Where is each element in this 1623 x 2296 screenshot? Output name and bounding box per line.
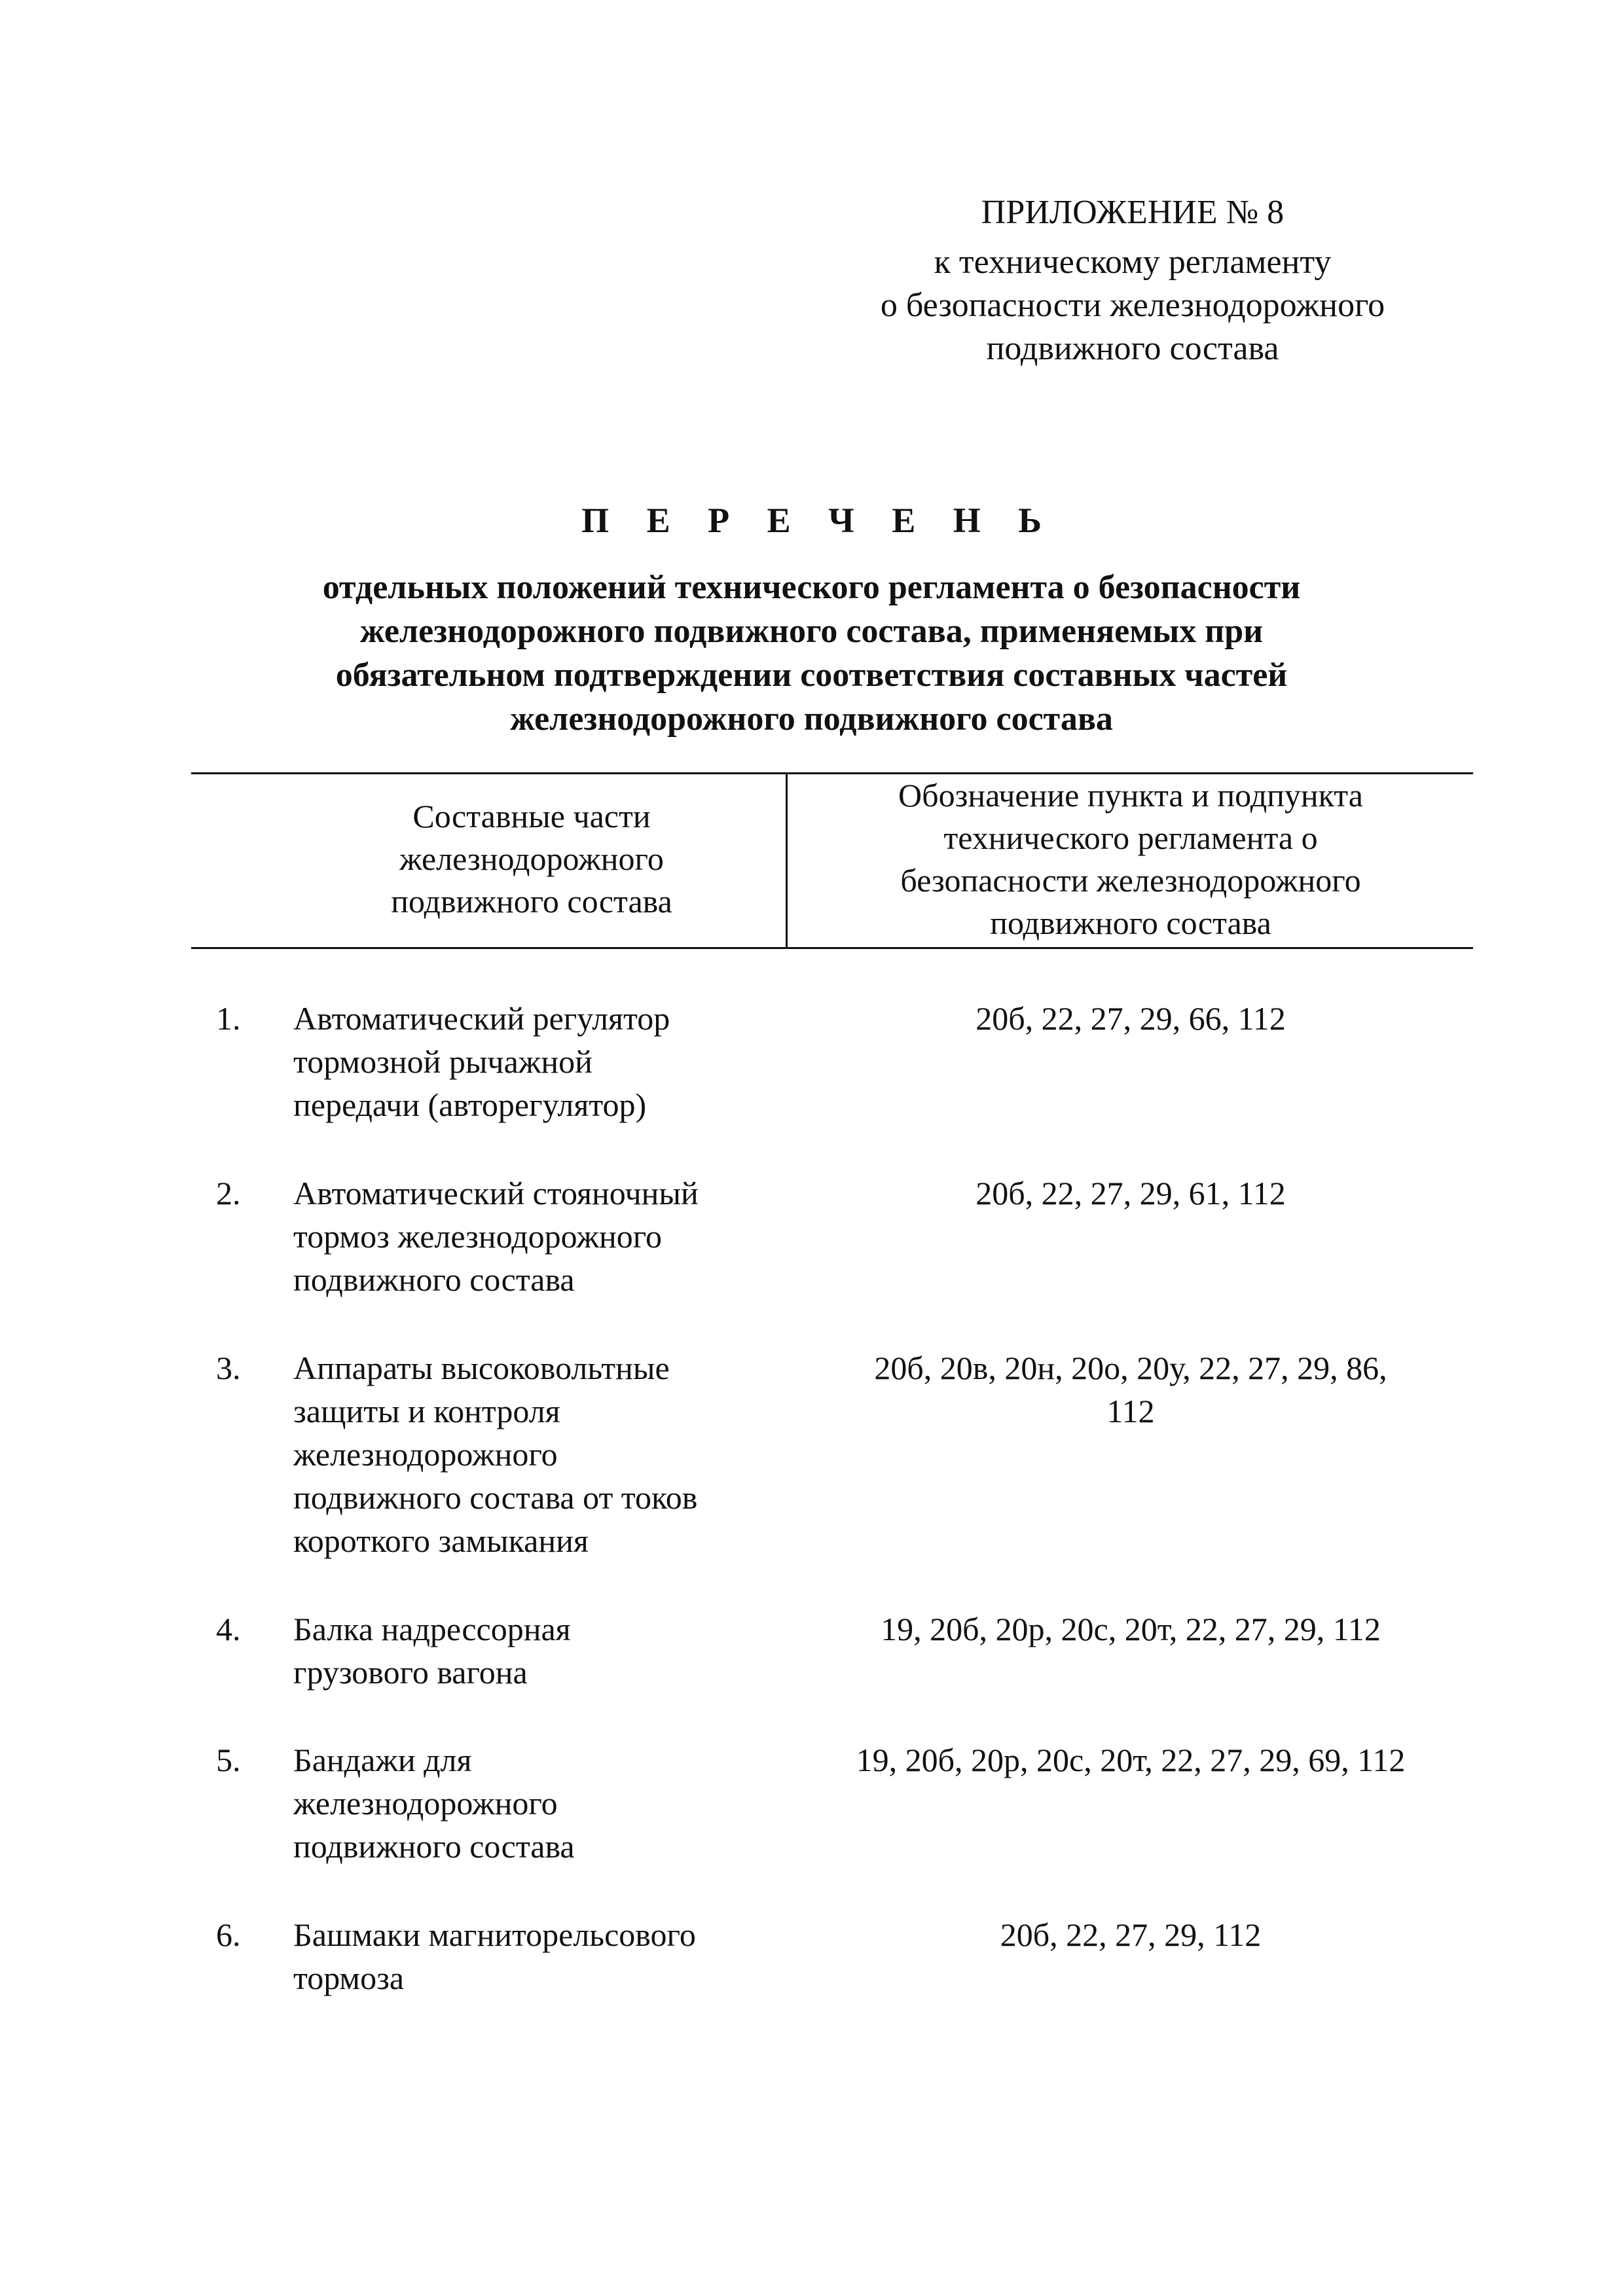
row-number: 5. bbox=[216, 1742, 241, 1778]
row-part bbox=[293, 1738, 791, 1868]
part-line: тормозной рычажной bbox=[293, 1043, 593, 1080]
header-line: подвижного состава bbox=[990, 905, 1271, 941]
part-line: железнодорожного bbox=[293, 1436, 558, 1473]
part-line: передачи (авторегулятор) bbox=[293, 1086, 647, 1123]
table-header-parts bbox=[191, 795, 872, 923]
row-references bbox=[788, 997, 1473, 1040]
refs-line: 20б, 22, 27, 29, 61, 112 bbox=[976, 1175, 1286, 1211]
refs-line: 112 bbox=[1106, 1393, 1155, 1429]
part-line: железнодорожного bbox=[293, 1785, 558, 1821]
part-line: Башмаки магниторельсового bbox=[293, 1916, 696, 1953]
table-header-references bbox=[788, 774, 1473, 944]
part-line: тормоз железнодорожного bbox=[293, 1218, 662, 1255]
part-line: тормоза bbox=[293, 1960, 405, 1996]
header-line: Обозначение пункта и подпункта bbox=[898, 777, 1363, 814]
part-line: Автоматический регулятор bbox=[293, 1000, 670, 1037]
row-part bbox=[293, 997, 791, 1126]
appendix-line: подвижного состава bbox=[986, 330, 1279, 367]
subtitle-line: отдельных положений технического регламента о безопасности bbox=[322, 569, 1301, 606]
appendix-title: ПРИЛОЖЕНИЕ № 8 bbox=[981, 194, 1285, 231]
row-number: 1. bbox=[216, 1000, 241, 1037]
part-line: короткого замыкания bbox=[293, 1522, 589, 1559]
row-number: 2. bbox=[216, 1175, 241, 1211]
header-line: железнодорожного bbox=[399, 840, 664, 877]
part-line: Балка надрессорная bbox=[293, 1611, 571, 1647]
part-line: подвижного состава bbox=[293, 1828, 575, 1865]
row-references bbox=[788, 1172, 1473, 1215]
refs-line: 20б, 22, 27, 29, 112 bbox=[1000, 1916, 1262, 1953]
row-part bbox=[293, 1607, 791, 1694]
document-heading: П Е Р Е Ч Е Н Ь bbox=[581, 501, 1056, 540]
row-references bbox=[788, 1607, 1473, 1651]
document-title-block bbox=[0, 497, 1623, 741]
subtitle-line: железнодорожного подвижного состава bbox=[510, 700, 1113, 738]
row-part bbox=[293, 1172, 791, 1301]
row-number: 4. bbox=[216, 1611, 241, 1647]
refs-line: 20б, 20в, 20н, 20о, 20у, 22, 27, 29, 86, bbox=[874, 1350, 1387, 1386]
part-line: подвижного состава от токов bbox=[293, 1479, 698, 1516]
header-line: Составные части bbox=[412, 798, 651, 834]
part-line: Бандажи для bbox=[293, 1742, 472, 1778]
refs-line: 20б, 22, 27, 29, 66, 112 bbox=[976, 1000, 1286, 1037]
subtitle-line: железнодорожного подвижного состава, применяемых при bbox=[359, 613, 1264, 650]
part-line: защиты и контроля bbox=[293, 1393, 560, 1429]
row-references bbox=[788, 1738, 1473, 1782]
appendix-header bbox=[805, 191, 1460, 370]
part-line: подвижного состава bbox=[293, 1261, 575, 1298]
part-line: Аппараты высоковольтные bbox=[293, 1350, 670, 1386]
appendix-line: о безопасности железнодорожного bbox=[880, 287, 1385, 324]
subtitle-line: обязательном подтверждении соответствия составных частей bbox=[335, 656, 1288, 694]
document-subtitle bbox=[0, 565, 1623, 741]
appendix-line: к техническому регламенту bbox=[934, 243, 1332, 281]
row-part bbox=[293, 1913, 791, 2000]
row-part bbox=[293, 1346, 791, 1562]
header-line: безопасности железнодорожного bbox=[900, 862, 1361, 899]
refs-line: 19, 20б, 20р, 20с, 20т, 22, 27, 29, 69, 112 bbox=[856, 1742, 1406, 1778]
row-references bbox=[788, 1346, 1473, 1433]
table-header-bottom-rule bbox=[191, 947, 1473, 949]
header-line: подвижного состава bbox=[391, 883, 672, 920]
row-number: 3. bbox=[216, 1350, 241, 1386]
refs-line: 19, 20б, 20р, 20с, 20т, 22, 27, 29, 112 bbox=[881, 1611, 1381, 1647]
row-references bbox=[788, 1913, 1473, 1956]
part-line: грузового вагона bbox=[293, 1654, 528, 1691]
row-number: 6. bbox=[216, 1916, 241, 1953]
header-line: технического регламента о bbox=[943, 819, 1318, 856]
part-line: Автоматический стояночный bbox=[293, 1175, 699, 1211]
